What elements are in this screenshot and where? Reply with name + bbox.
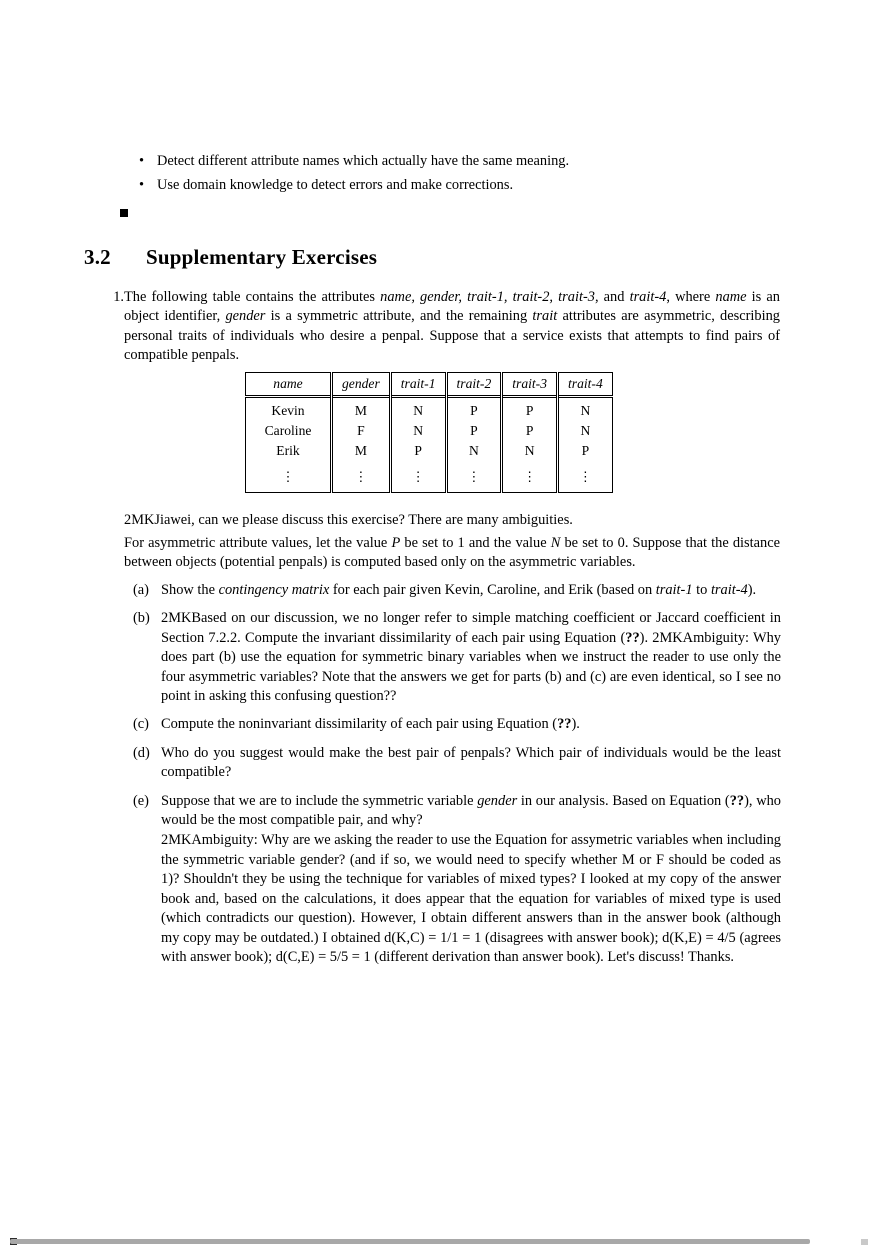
table-row [246, 441, 613, 461]
bullet-list [137, 149, 797, 197]
cell-trait-3: P [502, 397, 558, 422]
cell-trait-1: P [390, 441, 446, 461]
column-header-trait-4: trait-4 [558, 373, 613, 397]
subitem-label-a: (a) [133, 582, 149, 598]
intro-part-4: is an object identifier, [124, 289, 780, 325]
subitem-c [133, 715, 781, 734]
cell-trait-2: P [446, 421, 502, 441]
table-row [246, 421, 613, 441]
subitem-label-c: (c) [133, 716, 149, 733]
bullet-icon: • [139, 153, 145, 169]
e-part-2: in our analysis. Based on Equation ( [517, 792, 730, 809]
cell-continuation: ⋮ [502, 461, 558, 493]
exercise-item-1 [104, 288, 780, 366]
attribute-name: name [715, 289, 747, 305]
term-trait-1: trait-1 [655, 582, 693, 598]
a-part-3: to [692, 582, 711, 598]
equation-ref: ?? [729, 792, 745, 809]
intro-part-6: attributes are asymmetric, describing personal traits of individuals who desire a penpal. Suppose that a service exists that attempts to find pairs of compatible penpals. [124, 308, 781, 364]
c-part-1: Compute the noninvariant dissimilarity of each pair using Equation ( [161, 716, 558, 733]
scrollbar-corner [861, 1239, 868, 1245]
a-part-4: ). [747, 582, 757, 598]
column-header-name: name [246, 373, 332, 397]
asym-part-2: be set to 1 and the value [400, 535, 551, 551]
e-part-1: Suppose that we are to include the symmetric variable [161, 792, 478, 809]
a-part-2: for each pair given Kevin, Caroline, and Erik (based on [329, 582, 656, 598]
asym-part-1: For asymmetric attribute values, let the value [124, 535, 392, 551]
attribute-trait-4: trait-4 [629, 289, 667, 305]
column-header-trait-3: trait-3 [502, 373, 558, 397]
intro-part-3: , where [666, 289, 716, 305]
subitem-b [133, 609, 781, 706]
penpal-table [245, 372, 613, 493]
subitem-a [133, 581, 781, 600]
intro-part-2: , and [594, 289, 630, 305]
discussion-note-paragraph: 2MKJiawei, can we please discuss this exercise? There are many ambiguities. [124, 512, 573, 528]
list-item [137, 149, 797, 173]
b-part-2: ). 2MKAmbiguity: Why does part (b) use the equation for symmetric binary variables when we instruct the reader to use only the four asymmetric variables? Note that the answers we get for parts (b) and (c) are even identical, so I see no point in asking this confusing question?? [161, 629, 781, 705]
attribute-trait: trait [532, 308, 558, 325]
subitem-label-e: (e) [133, 792, 149, 809]
cell-gender: M [332, 397, 391, 422]
column-header-trait-1: trait-1 [390, 373, 446, 397]
subitem-c-text [161, 715, 781, 734]
subitem-e-second-paragraph: 2MKAmbiguity: Why are we asking the reader to use the Equation for assymetric variables when including the symmetric variable gender? (and if so, we would need to specify whether M or F should be coded as 1)? Shouldn't they be using the technique for variables of mixed types? I looked at my copy of the answer book and, based on the calculations, it does appear that the equation for variables of mixed type is used (which contradicts our question). However, I obtain different answers than in the answer book (although my copy may be outdated.) I obtained d(K,C) = 1/1 = 1 (disagrees with answer book); d(K,E) = 4/5 (agrees with answer book); d(C,E) = 5/5 = 1 (different derivation than answer book). Let's discuss! Thanks. [161, 832, 781, 965]
a-part-1: Show the [161, 582, 219, 598]
subitem-a-text [161, 581, 781, 600]
asym-part-3: be set to 0. Suppose that the distance between objects (potential penpals) is computed based only on the asymmetric variables. [124, 535, 781, 571]
attribute-list: name, gender, trait-1, trait-2, trait-3 [380, 289, 595, 305]
cell-continuation: ⋮ [558, 461, 613, 493]
subitem-b-text [161, 609, 781, 706]
table-row-continuation [246, 461, 613, 493]
cell-gender: M [332, 441, 391, 461]
list-item-text: Use domain knowledge to detect errors and make corrections. [157, 177, 514, 193]
subitem-e [133, 792, 781, 968]
cell-continuation: ⋮ [446, 461, 502, 493]
cell-continuation: ⋮ [246, 461, 332, 493]
cell-name: Caroline [246, 421, 332, 441]
cell-continuation: ⋮ [390, 461, 446, 493]
subitem-d-text: Who do you suggest would make the best pair of penpals? Which pair of individuals would be the least compatible? [161, 744, 781, 781]
value-n: N [550, 535, 561, 551]
exercise-intro-text [124, 288, 780, 366]
column-header-trait-2: trait-2 [446, 373, 502, 397]
cell-name: Kevin [246, 397, 332, 422]
page-title [84, 245, 377, 270]
intro-part-1: The following table contains the attributes [124, 289, 381, 305]
scrollbar-thumb[interactable] [10, 1239, 810, 1244]
b-part-1: 2MKBased on our discussion, we no longer refer to simple matching coefficient or Jaccard coefficient in Section 7.2.2. Compute the invariant dissimilarity of each pair using Equation ( [161, 610, 781, 646]
cell-trait-4: P [558, 441, 613, 461]
cell-trait-3: P [502, 421, 558, 441]
column-header-gender: gender [332, 373, 391, 397]
exercise-number: 1. [113, 289, 124, 305]
horizontal-scrollbar[interactable] [0, 1236, 880, 1247]
section-number: 3.2 [84, 245, 111, 269]
subitem-e-text [161, 792, 781, 831]
cell-trait-1: N [390, 397, 446, 422]
intro-part-5: is a symmetric attribute, and the remaining [265, 308, 533, 325]
term-contingency-matrix: contingency matrix [218, 582, 330, 598]
cell-trait-2: N [446, 441, 502, 461]
bullet-icon: • [139, 177, 145, 193]
cell-trait-1: N [390, 421, 446, 441]
table-row [246, 397, 613, 422]
equation-ref: ?? [625, 629, 640, 646]
term-gender: gender [477, 792, 518, 809]
cell-name: Erik [246, 441, 332, 461]
cell-trait-2: P [446, 397, 502, 422]
section-title: Supplementary Exercises [146, 245, 378, 269]
subitem-list [133, 581, 781, 976]
cell-trait-4: N [558, 421, 613, 441]
term-trait-4: trait-4 [710, 582, 748, 598]
cell-trait-4: N [558, 397, 613, 422]
table-head [246, 373, 613, 397]
equation-ref: ?? [557, 716, 572, 733]
cell-trait-3: N [502, 441, 558, 461]
c-part-2: ). [571, 716, 580, 733]
table-body [246, 397, 613, 493]
list-item [137, 173, 797, 197]
attribute-gender: gender [225, 308, 266, 325]
asymmetric-values-paragraph [124, 534, 780, 573]
subitem-label-d: (d) [133, 744, 150, 761]
list-item-text: Detect different attribute names which actually have the same meaning. [157, 153, 570, 169]
tombstone-square-icon [120, 209, 128, 217]
e-part-3: ), who would be the most compatible pair, and why? [161, 792, 781, 829]
table-header-row [246, 373, 613, 397]
subitem-d [133, 744, 781, 783]
subitem-label-b: (b) [133, 610, 150, 627]
penpal-table-container [245, 372, 613, 493]
cell-continuation: ⋮ [332, 461, 391, 493]
value-p: P [391, 535, 401, 551]
cell-gender: F [332, 421, 391, 441]
